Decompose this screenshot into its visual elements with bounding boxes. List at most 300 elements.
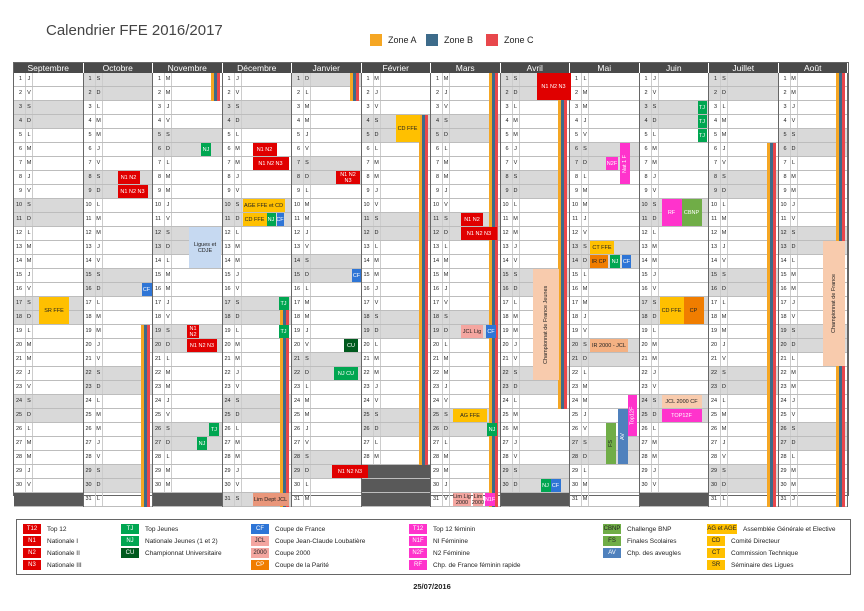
day-number: 6 — [713, 146, 717, 152]
weekday-letter: J — [720, 241, 728, 254]
day-number: 18 — [711, 314, 718, 320]
weekday-letter: J — [512, 241, 520, 254]
weekday-letter: J — [303, 325, 311, 338]
day-cell — [292, 241, 361, 255]
day-number: 27 — [433, 440, 440, 446]
footer-date: 25/07/2016 — [413, 582, 451, 591]
day-number: 13 — [16, 244, 23, 250]
weekday-letter: L — [512, 297, 520, 310]
weekday-letter: V — [234, 283, 242, 296]
day-cell — [570, 213, 639, 227]
day-number: 26 — [363, 426, 370, 432]
day-number: 24 — [16, 398, 23, 404]
event-block: N1 N2 N3 — [118, 185, 148, 198]
day-cell — [14, 451, 83, 465]
day-number: 14 — [155, 258, 162, 264]
day-number: 29 — [502, 468, 509, 474]
weekday-letter: J — [581, 409, 589, 422]
day-number: 28 — [85, 454, 92, 460]
weekday-letter: M — [234, 157, 242, 170]
day-number: 24 — [433, 398, 440, 404]
day-number: 8 — [435, 174, 439, 180]
weekday-letter: M — [95, 325, 103, 338]
weekday-letter: M — [164, 465, 172, 478]
day-number: 27 — [363, 440, 370, 446]
weekday-letter: M — [442, 367, 450, 380]
day-cell — [501, 437, 570, 451]
weekday-letter: S — [234, 199, 242, 212]
event-block: TJ — [698, 101, 707, 114]
weekday-letter: J — [234, 269, 242, 282]
day-number: 4 — [505, 118, 509, 124]
weekday-letter: D — [164, 241, 172, 254]
day-cell — [84, 241, 153, 255]
day-number: 30 — [85, 482, 92, 488]
month-column — [292, 73, 362, 507]
day-number: 26 — [433, 426, 440, 432]
day-number: 19 — [85, 328, 92, 334]
day-number: 21 — [572, 356, 579, 362]
event-block: TOP12F — [662, 409, 702, 422]
day-number: 13 — [780, 244, 787, 250]
weekday-letter: V — [373, 199, 381, 212]
day-number: 29 — [85, 468, 92, 474]
weekday-letter: L — [25, 325, 33, 338]
weekday-letter: L — [234, 423, 242, 436]
weekday-letter: D — [25, 115, 33, 128]
event-block: CD FFE — [660, 297, 684, 324]
weekday-letter: V — [234, 381, 242, 394]
day-number: 1 — [18, 76, 22, 82]
day-number: 16 — [224, 286, 231, 292]
day-number: 8 — [296, 174, 300, 180]
day-number: 25 — [780, 412, 787, 418]
day-number: 26 — [16, 426, 23, 432]
day-cell — [14, 213, 83, 227]
day-number: 31 — [85, 496, 92, 502]
day-number: 2 — [644, 90, 648, 96]
day-number: 15 — [433, 272, 440, 278]
month-header: Octobre — [84, 63, 154, 73]
day-cell — [153, 199, 222, 213]
day-number: 22 — [224, 370, 231, 376]
day-cell — [223, 269, 292, 283]
weekday-letter: M — [790, 73, 798, 86]
day-number: 30 — [502, 482, 509, 488]
weekday-letter: V — [164, 115, 172, 128]
legend-code: T12 — [23, 524, 41, 534]
weekday-letter: M — [164, 87, 172, 100]
day-number: 3 — [644, 104, 648, 110]
day-cell — [14, 339, 83, 353]
day-cell — [14, 87, 83, 101]
weekday-letter: J — [651, 465, 659, 478]
legend-code: CF — [251, 524, 269, 534]
weekday-letter: S — [373, 213, 381, 226]
day-cell — [640, 423, 709, 437]
day-number: 14 — [294, 258, 301, 264]
weekday-letter: J — [25, 73, 33, 86]
day-number: 31 — [780, 496, 787, 502]
day-number: 22 — [294, 370, 301, 376]
weekday-letter: S — [720, 269, 728, 282]
weekday-letter: M — [442, 157, 450, 170]
day-number: 9 — [227, 188, 231, 194]
day-cell — [640, 353, 709, 367]
day-number: 2 — [296, 90, 300, 96]
weekday-letter: V — [581, 325, 589, 338]
day-number: 1 — [713, 76, 717, 82]
day-number: 4 — [157, 118, 161, 124]
day-number: 12 — [433, 230, 440, 236]
weekday-letter: D — [720, 381, 728, 394]
day-number: 12 — [641, 230, 648, 236]
weekday-letter: V — [95, 157, 103, 170]
weekday-letter: D — [651, 213, 659, 226]
day-number: 25 — [711, 412, 718, 418]
day-number: 5 — [296, 132, 300, 138]
day-number: 22 — [572, 370, 579, 376]
weekday-letter: D — [303, 367, 311, 380]
day-number: 28 — [16, 454, 23, 460]
event-block: CF — [622, 255, 631, 268]
weekday-letter: M — [720, 409, 728, 422]
weekday-letter: L — [303, 381, 311, 394]
weekday-letter: M — [164, 185, 172, 198]
weekday-letter: M — [234, 451, 242, 464]
day-cell — [640, 367, 709, 381]
legend-item — [251, 536, 365, 546]
day-number: 1 — [644, 76, 648, 82]
vacation-bar — [356, 73, 359, 101]
day-number: 10 — [363, 202, 370, 208]
day-cell — [570, 101, 639, 115]
event-block: Championnat de France — [823, 241, 845, 366]
day-number: 16 — [711, 286, 718, 292]
day-number: 8 — [18, 174, 22, 180]
day-cell — [153, 115, 222, 129]
month-header: Août — [779, 63, 849, 73]
day-number: 15 — [572, 272, 579, 278]
day-number: 12 — [572, 230, 579, 236]
day-number: 28 — [224, 454, 231, 460]
weekday-letter: S — [720, 171, 728, 184]
day-number: 19 — [16, 328, 23, 334]
weekday-letter: L — [164, 451, 172, 464]
weekday-letter: J — [373, 283, 381, 296]
weekday-letter: S — [651, 395, 659, 408]
weekday-letter: S — [25, 101, 33, 114]
legend-label: Nationale II — [47, 549, 80, 557]
day-number: 8 — [783, 174, 787, 180]
day-number: 12 — [85, 230, 92, 236]
weekday-letter: V — [651, 185, 659, 198]
weekday-letter: M — [651, 157, 659, 170]
weekday-letter: D — [581, 157, 589, 170]
day-number: 9 — [644, 188, 648, 194]
day-number: 9 — [296, 188, 300, 194]
day-cell — [570, 479, 639, 493]
legend-code: CP — [251, 560, 269, 570]
month-header: Mars — [431, 63, 501, 73]
legend-label: Nationale I — [47, 537, 79, 545]
day-cell — [84, 157, 153, 171]
weekday-letter: D — [720, 479, 728, 492]
weekday-letter: S — [303, 255, 311, 268]
month-header: Juin — [640, 63, 710, 73]
weekday-letter: M — [442, 171, 450, 184]
weekday-letter: V — [442, 199, 450, 212]
weekday-letter: M — [442, 465, 450, 478]
day-number: 20 — [85, 342, 92, 348]
legend-code: CD — [707, 536, 725, 546]
event-block: N1 N2 N3 — [336, 171, 360, 184]
weekday-letter: L — [164, 157, 172, 170]
day-cell — [292, 129, 361, 143]
day-number: 5 — [18, 132, 22, 138]
day-number: 13 — [294, 244, 301, 250]
day-cell — [14, 199, 83, 213]
day-number: 12 — [711, 230, 718, 236]
weekday-letter: D — [512, 381, 520, 394]
day-cell — [153, 297, 222, 311]
weekday-letter: J — [720, 437, 728, 450]
day-number: 11 — [780, 216, 787, 222]
zone-b-legend — [426, 34, 473, 46]
weekday-letter: S — [442, 409, 450, 422]
day-cell — [223, 129, 292, 143]
weekday-letter: M — [790, 185, 798, 198]
day-number: 30 — [641, 482, 648, 488]
day-number: 17 — [155, 300, 162, 306]
legend-item — [409, 524, 475, 534]
day-number: 9 — [157, 188, 161, 194]
day-cell — [640, 157, 709, 171]
weekday-letter: M — [790, 479, 798, 492]
weekday-letter: L — [581, 73, 589, 86]
day-number: 21 — [155, 356, 162, 362]
weekday-letter: D — [303, 73, 311, 86]
day-number: 15 — [16, 272, 23, 278]
day-number: 20 — [433, 342, 440, 348]
day-cell — [292, 213, 361, 227]
weekday-letter: M — [442, 73, 450, 86]
day-number: 15 — [502, 272, 509, 278]
weekday-letter: L — [234, 325, 242, 338]
weekday-letter: M — [95, 227, 103, 240]
day-number: 30 — [433, 482, 440, 488]
day-number: 14 — [224, 258, 231, 264]
weekday-letter: L — [373, 241, 381, 254]
weekday-letter: S — [95, 367, 103, 380]
weekday-letter: J — [651, 269, 659, 282]
event-block: FS — [606, 423, 616, 464]
legend-code: 2000 — [251, 548, 269, 558]
legend-label: Top 12 — [47, 525, 67, 533]
day-number: 5 — [505, 132, 509, 138]
weekday-letter: S — [442, 311, 450, 324]
weekday-letter: S — [720, 465, 728, 478]
event-block: AGE FFE et CD — [243, 199, 285, 212]
event-block: NJ — [197, 437, 207, 450]
weekday-letter: M — [95, 423, 103, 436]
weekday-letter: V — [25, 87, 33, 100]
day-cell — [14, 423, 83, 437]
event-block: NJ — [267, 213, 276, 226]
day-number: 11 — [502, 216, 509, 222]
day-number: 10 — [641, 202, 648, 208]
day-number: 8 — [644, 174, 648, 180]
day-number: 13 — [502, 244, 509, 250]
day-number: 6 — [366, 146, 370, 152]
day-number: 21 — [224, 356, 231, 362]
weekday-letter: M — [790, 171, 798, 184]
day-number: 17 — [294, 300, 301, 306]
event-block: TJ — [698, 115, 707, 128]
day-cell — [501, 409, 570, 423]
legend-item — [251, 524, 325, 534]
day-number: 15 — [294, 272, 301, 278]
weekday-letter: L — [95, 297, 103, 310]
day-number: 31 — [572, 496, 579, 502]
weekday-letter: L — [651, 325, 659, 338]
day-cell — [153, 311, 222, 325]
weekday-letter: J — [790, 493, 798, 506]
weekday-letter: J — [373, 87, 381, 100]
zone-c-label: Zone C — [504, 35, 534, 45]
weekday-letter: S — [373, 311, 381, 324]
day-number: 30 — [711, 482, 718, 488]
day-number: 6 — [783, 146, 787, 152]
weekday-letter: S — [95, 465, 103, 478]
day-cell — [292, 255, 361, 269]
day-cell — [570, 493, 639, 507]
legend-item — [23, 524, 67, 534]
weekday-letter: D — [581, 451, 589, 464]
event-block: CF — [277, 213, 284, 226]
event-block: NJ CU — [334, 367, 358, 380]
weekday-letter: M — [581, 493, 589, 506]
legend-item — [707, 524, 836, 534]
day-number: 19 — [224, 328, 231, 334]
legend-code: T12 — [409, 524, 427, 534]
weekday-letter: L — [442, 339, 450, 352]
day-cell — [14, 157, 83, 171]
day-number: 16 — [433, 286, 440, 292]
day-number: 23 — [294, 384, 301, 390]
weekday-letter: J — [651, 367, 659, 380]
weekday-letter: M — [95, 409, 103, 422]
weekday-letter: M — [303, 213, 311, 226]
day-cell — [640, 465, 709, 479]
day-number: 20 — [363, 342, 370, 348]
day-number: 23 — [85, 384, 92, 390]
day-cell — [570, 129, 639, 143]
day-cell — [223, 171, 292, 185]
weekday-letter: D — [234, 311, 242, 324]
month-header: Septembre — [14, 63, 84, 73]
weekday-letter: S — [373, 115, 381, 128]
day-number: 15 — [641, 272, 648, 278]
weekday-letter: M — [303, 199, 311, 212]
weekday-letter: J — [512, 143, 520, 156]
weekday-letter: S — [164, 423, 172, 436]
day-number: 16 — [572, 286, 579, 292]
day-cell — [14, 325, 83, 339]
day-number: 25 — [641, 412, 648, 418]
day-cell — [501, 493, 570, 507]
weekday-letter: L — [95, 395, 103, 408]
day-cell — [14, 479, 83, 493]
day-number: 10 — [780, 202, 787, 208]
day-cell — [223, 283, 292, 297]
day-number: 8 — [227, 174, 231, 180]
day-number: 19 — [294, 328, 301, 334]
weekday-letter: V — [95, 353, 103, 366]
weekday-letter: V — [720, 451, 728, 464]
weekday-letter: J — [442, 381, 450, 394]
day-number: 30 — [16, 482, 23, 488]
weekday-letter: M — [581, 297, 589, 310]
legend-label: Coupe de France — [275, 525, 326, 533]
weekday-letter: M — [512, 129, 520, 142]
day-number: 14 — [780, 258, 787, 264]
weekday-letter: J — [442, 185, 450, 198]
legend-item — [251, 560, 329, 570]
day-number: 9 — [713, 188, 717, 194]
weekday-letter: L — [164, 255, 172, 268]
day-cell — [709, 129, 778, 143]
weekday-letter: J — [25, 367, 33, 380]
weekday-letter: L — [442, 143, 450, 156]
day-number: 1 — [505, 76, 509, 82]
weekday-letter: M — [720, 115, 728, 128]
weekday-letter: V — [25, 185, 33, 198]
day-number: 5 — [435, 132, 439, 138]
day-cell — [640, 283, 709, 297]
day-number: 29 — [155, 468, 162, 474]
day-cell — [292, 157, 361, 171]
day-number: 26 — [572, 426, 579, 432]
weekday-letter: M — [512, 409, 520, 422]
event-block: Nat 1 F — [620, 143, 630, 184]
weekday-letter: L — [581, 269, 589, 282]
weekday-letter: L — [164, 353, 172, 366]
weekday-letter: M — [512, 115, 520, 128]
day-number: 29 — [294, 468, 301, 474]
day-number: 16 — [502, 286, 509, 292]
event-block: Lim Lig 2000 — [453, 493, 471, 506]
weekday-letter: J — [790, 199, 798, 212]
day-number: 27 — [641, 440, 648, 446]
day-cell — [153, 451, 222, 465]
day-number: 31 — [224, 496, 231, 502]
weekday-letter: D — [373, 423, 381, 436]
weekday-letter: M — [95, 213, 103, 226]
day-number: 13 — [433, 244, 440, 250]
weekday-letter: L — [720, 395, 728, 408]
weekday-letter: M — [790, 465, 798, 478]
weekday-letter: V — [234, 185, 242, 198]
day-number: 7 — [644, 160, 648, 166]
weekday-letter: J — [512, 437, 520, 450]
day-number: 29 — [641, 468, 648, 474]
day-number: 21 — [16, 356, 23, 362]
weekday-letter: J — [790, 101, 798, 114]
weekday-letter: J — [25, 171, 33, 184]
weekday-letter: V — [373, 297, 381, 310]
weekday-letter: S — [442, 213, 450, 226]
